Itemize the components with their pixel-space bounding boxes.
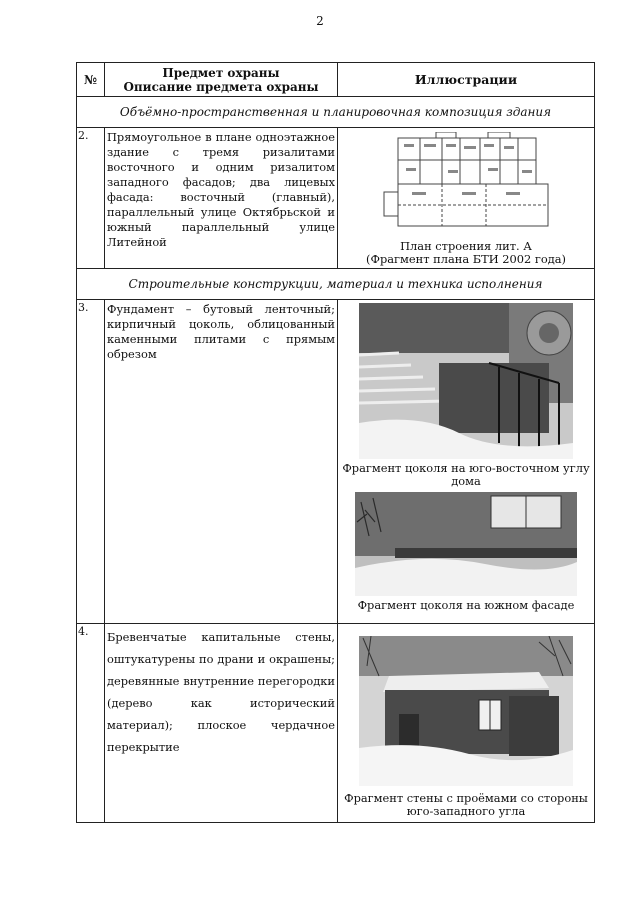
section-row-construction [77, 269, 595, 300]
wall-openings-caption: Фрагмент стены с проёмами со стороны юго-западного угла [344, 791, 588, 818]
header-desc-line1: Предмет охраны [162, 65, 280, 80]
table-header-row [77, 63, 595, 97]
plinth-southeast-corner-photo [359, 303, 573, 459]
row-description: Бревенчатые капитальные стены, оштукатурены по драни и окрашены; деревянные внутренние перегородки (дерево как исторический материал); плоское чердачное перекрытие [105, 624, 338, 823]
table-row-3 [77, 300, 595, 624]
row-illustration [338, 300, 595, 624]
row-description: Фундамент – бутовый ленточный; кирпичный цоколь, облицованный каменными плитами с прямым обрезом [105, 300, 338, 624]
plinth-south-facade-photo [355, 492, 577, 596]
page-number: 2 [316, 14, 324, 28]
section-title-composition: Объёмно-пространственная и планировочная композиция здания [77, 97, 595, 128]
row-description: Прямоугольное в плане одноэтажное здание с тремя ризалитами восточного и одним ризалитом западного фасадов; два лицевых фасада: восточный (главный), параллельный улице Октябрьской и южный параллельный улице Литейной [105, 128, 338, 269]
header-illustrations: Иллюстрации [338, 63, 595, 97]
section-row-composition [77, 97, 595, 128]
section-title-construction: Строительные конструкции, материал и техника исполнения [77, 269, 595, 300]
table-row-4 [77, 624, 595, 823]
row-number: 4. [77, 624, 105, 823]
table-row-2 [77, 128, 595, 269]
row-illustration [338, 128, 595, 269]
protection-table [76, 62, 595, 823]
row-number: 3. [77, 300, 105, 624]
row-illustration [338, 624, 595, 823]
header-num: № [77, 63, 105, 97]
row-number: 2. [77, 128, 105, 269]
header-desc-line2: Описание предмета охраны [123, 79, 319, 94]
floor-plan-image [376, 132, 556, 236]
plan-caption-line2: (Фрагмент плана БТИ 2002 года) [366, 252, 566, 266]
plan-caption-line1: План строения лит. А [400, 239, 532, 253]
plinth-south-caption: Фрагмент цоколя на южном фасаде [357, 598, 575, 612]
wall-openings-photo [359, 636, 573, 786]
header-description [105, 63, 338, 97]
plinth-southeast-caption: Фрагмент цоколя на юго-восточном углу дома [342, 461, 590, 488]
